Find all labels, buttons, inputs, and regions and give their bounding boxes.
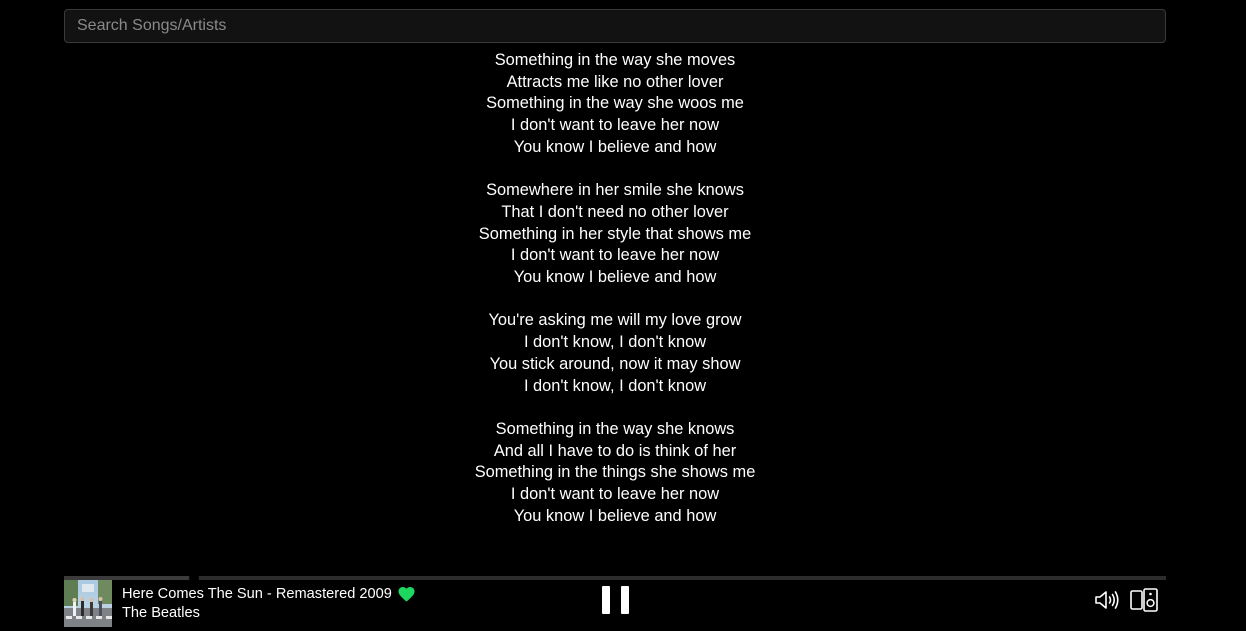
lyric-line: Something in the way she moves	[494, 51, 736, 69]
device-button[interactable]	[1130, 588, 1158, 612]
track-artist[interactable]: The Beatles	[122, 605, 200, 621]
lyric-line: Something in the way she knows	[495, 419, 735, 438]
lyrics-stanza	[64, 310, 1166, 397]
pause-icon-bar	[621, 586, 629, 614]
track-title[interactable]: Here Comes The Sun - Remastered 2009	[122, 586, 392, 602]
lyrics-panel	[64, 50, 1166, 549]
lyric-line: I don't want to leave her now	[510, 246, 720, 265]
heart-icon[interactable]	[398, 587, 415, 602]
search-bar	[64, 9, 1166, 43]
lyric-line: Something in the things she shows me	[474, 463, 756, 482]
track-title-row	[122, 586, 415, 602]
speaker-device-icon	[1130, 588, 1158, 612]
lyric-line: You know I believe and how	[513, 506, 717, 525]
lyrics-stanza	[64, 50, 1166, 159]
now-playing-bar	[64, 580, 1166, 627]
lyric-line: You stick around, now it may show	[489, 354, 741, 373]
lyric-line: Something in her style that shows me	[478, 224, 752, 243]
lyric-line: I don't want to leave her now	[510, 485, 720, 504]
album-art[interactable]	[64, 580, 112, 627]
pause-button[interactable]	[602, 586, 630, 616]
volume-button[interactable]	[1094, 589, 1120, 611]
lyrics-stanza	[64, 180, 1166, 289]
lyric-line: You know I believe and how	[513, 137, 717, 156]
lyric-line: You're asking me will my love grow	[488, 311, 742, 330]
volume-icon	[1094, 589, 1120, 611]
lyric-line: Attracts me like no other lover	[506, 72, 724, 91]
lyric-line: Something in the way she woos me	[486, 94, 744, 113]
search-input[interactable]	[64, 9, 1166, 43]
lyric-line: I don't know, I don't know	[523, 333, 707, 352]
album-art-image	[64, 580, 112, 627]
lyric-line: Somewhere in her smile she knows	[486, 181, 744, 200]
lyric-line: And all I have to do is think of her	[493, 441, 737, 460]
lyric-line: That I don't need no other lover	[501, 202, 729, 221]
lyric-line: You know I believe and how	[513, 268, 717, 287]
pause-icon	[602, 586, 610, 614]
lyric-line: I don't want to leave her now	[510, 116, 720, 135]
lyric-line: I don't know, I don't know	[523, 376, 707, 395]
lyrics-stanza	[64, 419, 1166, 528]
